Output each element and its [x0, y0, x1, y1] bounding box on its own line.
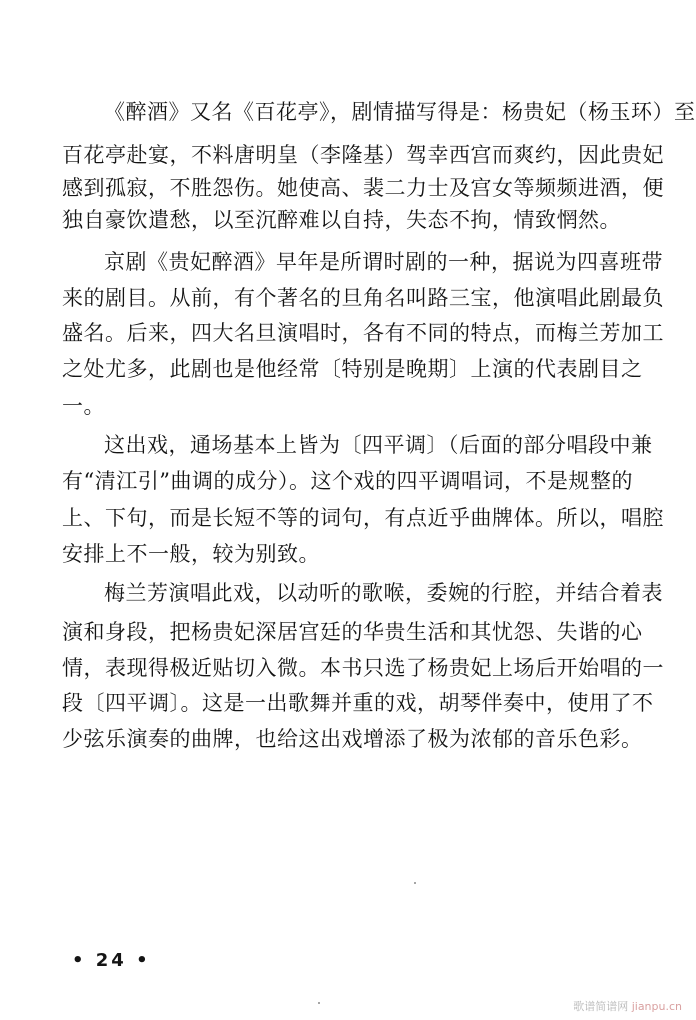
text-line: 之处尤多，此剧也是他经常〔特别是晚期〕上演的代表剧目之 [62, 357, 643, 381]
text-line: 梅兰芳演唱此戏，以动听的歌喉，委婉的行腔，并结合着表 [104, 581, 663, 605]
scan-speck [414, 882, 416, 884]
text-line: 安排上不一般，较为别致。 [62, 542, 320, 566]
text-line: 独自豪饮遣愁，以至沉醉难以自持，失态不拘，情致惘然。 [62, 208, 621, 232]
text-line: 段〔四平调〕。这是一出歌舞并重的戏，胡琴伴奏中，使用了不 [62, 691, 654, 715]
text-line: 少弦乐演奏的曲牌，也给这出戏增添了极为浓郁的音乐色彩。 [62, 727, 643, 751]
text-line: 感到孤寂，不胜怨伤。她使高、裴二力士及宫女等频频进酒，便 [62, 176, 664, 200]
text-line: 这出戏，通场基本上皆为〔四平调〕（后面的部分唱段中兼 [104, 433, 653, 457]
text-line: 演和身段，把杨贵妃深居宫廷的华贵生活和其忧怨、失谐的心 [62, 620, 643, 644]
text-line: 《醉酒》又名《百花亭》，剧情描写得是：杨贵妃（杨玉环）至 [104, 100, 696, 124]
text-line: 一。 [62, 394, 105, 418]
text-line: 盛名。后来，四大名旦演唱时，各有不同的特点，而梅兰芳加工 [62, 321, 664, 345]
text-line: 情，表现得极近贴切入微。本书只选了杨贵妃上场后开始唱的一 [62, 656, 664, 680]
watermark-site-name: 歌谱简谱网 [573, 1000, 629, 1013]
page-number: • 24 • [72, 950, 151, 971]
text-line: 百花亭赴宴，不料唐明皇（李隆基）驾幸西宫而爽约，因此贵妃 [62, 143, 664, 167]
scan-speck [318, 1002, 320, 1004]
watermark-url: jianpu.cn [631, 1000, 682, 1013]
text-line: 有“清江引”曲调的成分）。这个戏的四平调唱词，不是规整的 [62, 469, 633, 493]
text-line: 来的剧目。从前，有个著名的旦角名叫路三宝，他演唱此剧最负 [62, 286, 664, 310]
text-line: 京剧《贵妃醉酒》早年是所谓时剧的一种，据说为四喜班带 [104, 250, 663, 274]
watermark [573, 998, 682, 1014]
text-line: 上、下句，而是长短不等的词句，有点近乎曲牌体。所以，唱腔 [62, 506, 664, 530]
